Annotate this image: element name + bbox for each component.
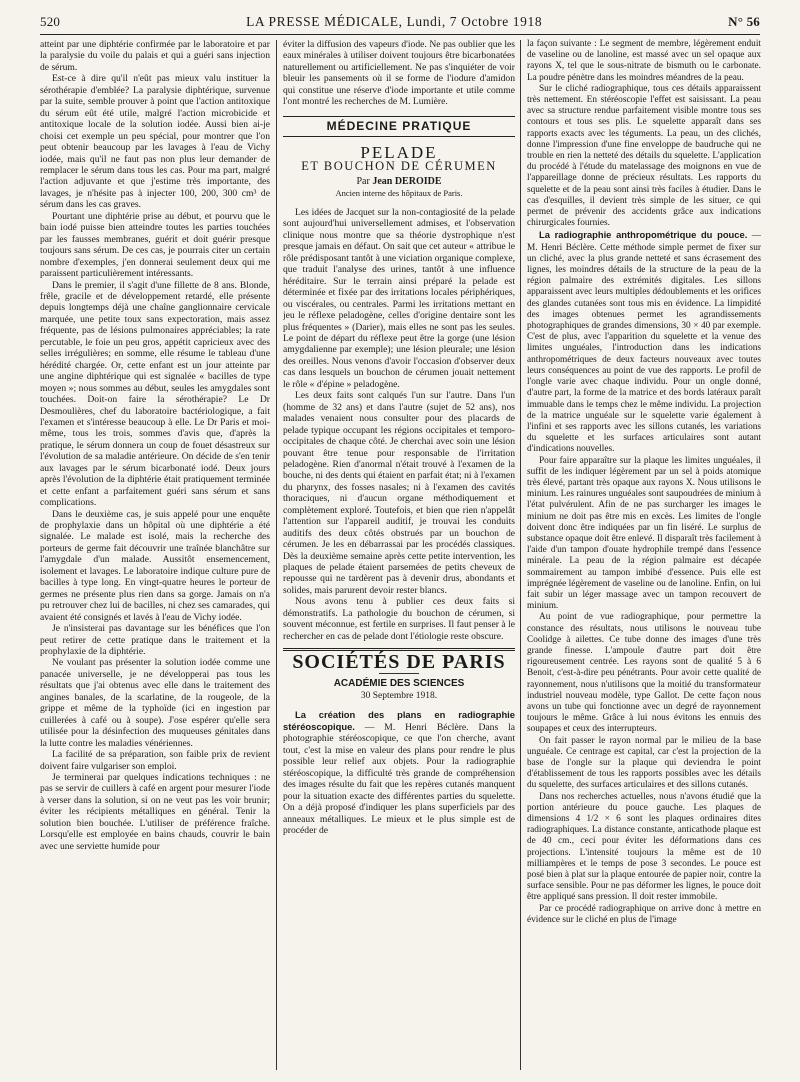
paragraph-lead: La radiographie anthropométrique du pouce. xyxy=(539,229,748,241)
column-divider xyxy=(520,40,521,1070)
article-body xyxy=(283,207,515,642)
paragraph-lead: La création des plans en radiographie stéréoscopique. xyxy=(283,708,515,733)
article-title: PELADE xyxy=(360,143,438,163)
header-rule xyxy=(40,34,760,35)
paragraph-text: Nous avons tenu à publier ces deux faits si démonstratifs. La pathologie du bouchon de cérumen, si souvent méconnue, est fertile en surprises. Il faut penser à le rechercher en cas de pelade dont l'étiologie reste obscure. xyxy=(283,596,515,642)
section-heading-medecine: MÉDECINE PRATIQUE xyxy=(283,116,515,137)
journal-title: LA PRESSE MÉDICALE, Lundi, 7 Octobre 1918 xyxy=(246,14,543,29)
page-number: 520 xyxy=(40,14,61,29)
session-date: 30 Septembre 1918. xyxy=(360,691,438,702)
paragraph xyxy=(40,73,270,210)
column-divider xyxy=(276,40,277,1070)
paragraph xyxy=(527,612,761,735)
paragraph xyxy=(527,736,761,792)
byline-prefix: Par xyxy=(356,176,373,188)
paragraph xyxy=(283,596,515,642)
column-3 xyxy=(527,39,761,1069)
paragraph-text: Je n'insisterai pas davantage sur les bénéfices que l'on peut retirer de cette pratique dans le traitement et la prophylaxie de la diphtérie. xyxy=(40,623,270,658)
paragraph-text: — M. Henri Béclère. Dans la photographie stéréoscopique, ce que l'on cherche, avant tout, c'est la mise en valeur des plans pour rendre le plus possible leur relief aux objets. Pour la radiographie stéréoscopique, la difficulté très grande de compréhension des images résulte du fait que les repères cutanés manquent pour la situation exacte des différentes parties du squelette. On a déjà proposé d'indiquer les plans superficiels par des anneaux métalliques. Le mieux et le plus simple est de procéder de xyxy=(283,722,515,837)
paragraph xyxy=(40,772,270,852)
column-2 xyxy=(283,39,515,1069)
paragraph-text: Est-ce à dire qu'il n'eût pas mieux valu instituer la sérothérapie d'emblée? La paralysie diphtérique, survenue par la suite, semble prouver à point que l'action antitoxique du sérum eût été utile, malgré l'action microbicide et antitoxique locale de la solution iodée. Aussi bien ai-je choisi cet exemple un peu spécial, pour montrer que l'on peut obtenir beaucoup par les lavages à l'eau de Vichy iodée, mais qu'il ne faut pas non plus leur demander de remplacer le sérum dans tous les cas. Pour ma part, malgré l'action adjuvante et que j'estime très importante, des lavages, je n'hésite pas à injecter 100, 200, 300 cm³ de sérum dans les cas graves. xyxy=(40,73,270,211)
paragraph xyxy=(527,904,761,926)
paragraph-text: Pour faire apparaître sur la plaque les limites unguéales, il suffit de les indiquer légèrement par un sel à poids atomique très élevé, partant très opaque aux rayons X. Nous utilisons le minium. Les rainures unguéales sont saupoudrées de minium à l'état pulvérulent. Afin de ne pas surcharger les images le minium ne doit pas être mis en excès. Les limites de l'ongle doivent donc être indiquées par un fin liséré. Le surplus de substance opaque doit être enlevé. Il disparaît très facilement à l'aide d'un tampon d'ouate hydrophile trempé dans l'essence minérale. La peau de la région palmaire est décapée sommairement au tampon imbibé d'essence. Puis elle est imprégnée légèrement de vaseline ou de lanoline. Enfin, on lui fait subir un léger massage avec un tampon recouvert de minium. xyxy=(527,455,761,612)
paragraph-text: Par ce procédé radiographique on arrive donc à mettre en évidence sur le cliché en plus de l'image xyxy=(527,903,761,925)
paragraph xyxy=(527,39,761,84)
article-subtitle: ET BOUCHON DE CÉRUMEN xyxy=(301,158,497,173)
paragraph-text: La facilité de sa préparation, son faible prix de revient doivent faire vulgariser son emploi. xyxy=(40,749,270,772)
paragraph xyxy=(527,456,761,613)
column-1 xyxy=(40,39,270,1069)
paragraph xyxy=(40,280,270,509)
paragraph-text: Dans le premier, il s'agit d'une fillette de 8 ans. Blonde, frêle, gracile et de développement retardé, elle présente depuis longtemps déjà une chaîne ganglionnaire cervicale marquée, une petite toux sans expectoration, mais assez fréquente, pas de lésions pulmonaires appréciables; la rate percutable, le foie un peu gros, appétit capricieux avec des selles irrégulières; en somme, elle résume le tableau d'une hérédité chargée. Or, cette enfant est un jour atteinte par une angine diphtérique qui est signalée « bacilles de type moyen »; nous sommes au début, seules les amygdales sont touchées. Doit-on faire la sérothérapie? Le Dr Desmoulières, chef du laboratoire bactériologique, a fait l'examen et s'intéresse beaucoup à elle. Le Dr Paris et moi-même, tous les trois, sommes d'avis que, d'après la pratique, le sérum donnera un coup de fouet désastreux sur l'évolution de sa maladie antérieure. On décide de s'en tenir aux lavages par le sérum bicarbonaté iodé. Deux jours après l'évolution de la diphtérie était pratiquement terminée et cette enfant a parfaitement guéri sans sérum et sans complications. xyxy=(40,279,270,509)
article-byline xyxy=(283,176,515,187)
paragraph xyxy=(283,709,515,837)
paragraph xyxy=(40,509,270,624)
paragraph xyxy=(40,39,270,73)
paragraph-text: — M. Henri Béclère. Cette méthode simple permet de fixer sur un cliché, avec la plus grande netteté et sans écrasement des lignes, les moindres détails de la structure de la peau de la région palmaire des extrémités digitales. Les sillons apparaissent avec leurs multiples dédoublements et les orifices des glandes cutanées sont tous mis en évidence. La limpidité des images obtenues permet les agrandissements photographiques de grandes dimensions, 30 × 40 par exemple. C'est de plus, avec l'apparition du squelette et la venue des limites unguéales, l'introduction dans les indications anthropométriques de deux facteurs nouveaux avec toutes leurs conséquences au point de vue des rapports. Le profil de l'ongle varie avec chaque individu. Pour un ongle donné, d'autre part, la forme de la matrice et des bords latéraux paraît immuable dans le temps chez le même individu. La projection de la matrice unguéale sur le squelette varie également à l'infini et ses rapports avec les sillons cutanés, les variations du squelette et les surfaces articulaires sont autant d'indications nouvelles. xyxy=(527,231,761,455)
paragraph-text: Au point de vue radiographique, pour permettre la constance des résultats, nous utilisons le nouveau tube Coolidge à ailettes. Ce tube donne des images d'une très grande finesse. L'ampoule d'autre part doit être rigoureusement centrée. Les rayons sont de qualité 5 à 6 Benoit, c'est-à-dire peu pénétrants. Pour avoir cette qualité de rayonnement, nous n'utilisons que la moitié du transformateur industriel nouveau modèle, type Gallot. De cette façon nous avons un tube qui fonctionne avec un degré de rayonnement toujours le même. Grâce à lui nous évitons les ennuis des soupapes et ceux des interrupteurs. xyxy=(527,612,761,735)
issue-number: N° 56 xyxy=(728,14,760,29)
paragraph xyxy=(527,792,761,904)
paragraph-text: Ne voulant pas présenter la solution iodée comme une panacée universelle, je ne développerai pas tous les résultats que j'ai obtenus avec elle dans le traitement des angines banales, de la scarlatine, de la rougeole, de la grippe et même de la typhoïde (ici en ingestion par cuillerées à café ou à soupe). J'ose espérer qu'elle sera utilisée pour la désinfection des muqueuses génitales dans la lutte contre les maladies vénériennes. xyxy=(40,657,270,749)
paragraph xyxy=(283,39,515,108)
academy-heading: ACADÉMIE DES SCIENCES xyxy=(333,677,465,689)
column-2-continuation xyxy=(283,39,515,108)
paragraph-text: Les deux faits sont calqués l'un sur l'autre. Dans l'un (homme de 32 ans) et dans l'autre (sujet de 52 ans), nos malades venaient nous consulter pour des placards de pelade typique occupant les régions occipitales et temporo-occipitales de chaque côté. Je cherchai avec soin une lésion pouvant être tenue pour responsable de l'irritation peladogène. Rien d'anormal n'était trouvé à l'examen de la bouche, ni des dents qui étaient en parfait état; ni à l'examen du pharynx, des fosses nasales; ni à l'examen des cavités thoraciques, ni d'aucun organe méthodiquement et complètement exploré. Toutefois, et bien que rien n'appelât l'attention sur l'appareil auditif, je trouvai les conduits auditifs des deux côtés obstrués par un bouchon de cérumen. Je les en débarrassai par les procédés classiques. Dès la deuxième semaine après cette petite intervention, les plaques de pelade étaient parsemées de petits cheveux de repousse qui ne tardèrent pas à devenir drus, abondants et solides, mais parurent devoir rester blancs. xyxy=(283,390,515,596)
paragraph-text: Les idées de Jacquet sur la non-contagiosité de la pelade sont aujourd'hui universellement admises, et l'observation clinique nous montre que sa théorie dystrophique n'est presque jamais en défaut. On sait que cet auteur « attribue le rôle prédisposant tantôt à une viciation organique complexe, que traduit l'analyse des urines, tantôt à une influence héréditaire. Sur le terrain ainsi préparé la pelade est déterminée et fixée par des irritations locales périphériques, ou viscérales, ou centrales. Parmi les irritations mettant en jeu le réflexe peladogène, celles d'origine dentaire sont les plus fréquentes » (Darier), mais elles ne sont pas les seules. Le point de départ du réflexe peut être la gorge (une lésion amygdalienne par exemple); une lésion pleurale; une lésion des oreilles. Nous venons d'avoir l'occasion d'observer deux cas dans lesquels un bouchon de cérumen jouait nettement le rôle « d'épine » peladogène. xyxy=(283,206,515,390)
paragraph xyxy=(527,84,761,230)
author-affiliation: Ancien interne des hôpitaux de Paris. xyxy=(335,187,463,198)
section-heading-societes: SOCIÉTÉS DE PARIS xyxy=(292,651,506,674)
paragraph-text: On fait passer le rayon normal par le milieu de la base unguéale. Ce centrage est capital, car c'est la projection de la base de l'ongle sur la plaque qui deviendra le point d'établissement de tous les rapports possibles avec les détails du squelette, des surfaces articulaires et des sillons cutanés. xyxy=(527,735,761,791)
paragraph xyxy=(40,657,270,749)
paragraph-text: Dans nos recherches actuelles, nous n'avons étudié que la portion antérieure du pouce gauche. Les plaques de dimensions 4 1/2 × 6 sont les plaques ordinaires dites radiographiques. La distance constante, anticathode plaque est de 40 cm., ceci pour éviter les déformations dans ces projections. L'intensité toujours la même est de 10 milliampères et le temps de pose 3 secondes. Le pouce est posé bien à plat sur la plaque entourée de papier noir, contre la surface sensible. Pour ne pas déformer les lignes, le pouce doit être appliqué sans pression. Il doit rester immobile. xyxy=(527,791,761,903)
paragraph-text: Sur le cliché radiographique, tous ces détails apparaissent très nettement. En stéréoscopie l'effet est saisissant. La peau avec sa structure rendue parfaitement visible montre tous ses contours et tous ses plis. Le squelette apparaît dans ses rapports exacts avec les téguments. La peau, un des clichés, donne l'impression d'une fine enveloppe de baudruche qui ne trouble en rien la netteté des détails du squelette. L'application du procédé à l'étude du matelassage des moignons en vue de l'appareillage donne de précieux résultats. Les rapports du squelette et de la peau sont ainsi très faciles à étudier. Dans le cas d'esquilles, il devient très simple de les situer, ce qui permet de prévenir des accidents grâce aux indications chirurgicales fournies. xyxy=(527,83,761,229)
page-header xyxy=(40,14,760,36)
paragraph xyxy=(40,749,270,772)
paragraph xyxy=(40,623,270,657)
paragraph xyxy=(527,229,761,455)
paragraph-text: éviter la diffusion des vapeurs d'iode. Ne pas oublier que les eaux minérales à utiliser doivent toujours être bicarbonatées naturellement ou artificiellement. Ne pas s'inquiéter de voir bleuir les pansements où il se forme de l'iodure d'amidon qui constitue une réserve d'iode importante et utile comme l'ont montré les recherches de M. Lumière. xyxy=(283,39,515,108)
paragraph-text: Pourtant une diphtérie prise au début, et pourvu que le bain iodé puisse bien atteindre toutes les parties touchées par les fausses membranes, guérit et doit guérir presque toujours sans sérum. De ces cas, je pourrais citer un certain nombre d'exemples, j'en donnerai seulement deux qui me paraissent particulièrement intéressants. xyxy=(40,210,270,280)
paragraph-text: la façon suivante : Le segment de membre, légèrement enduit de vaseline ou de lanoline, est massé avec un sel opaque aux rayons X, tel que le sous-nitrate de bismuth ou le carbonate. La poudre pénètre dans les moindres méandres de la peau. xyxy=(527,39,761,83)
paragraph xyxy=(283,390,515,596)
article-author: Jean DEROIDE xyxy=(372,176,442,188)
paragraph-text: atteint par une diphtérie confirmée par le laboratoire et par la paralysie du voile du palais et qui a guéri sans injection de sérum. xyxy=(40,39,270,73)
paragraph-text: Je terminerai par quelques indications techniques : ne pas se servir de cuillers à café en argent pour mesurer l'iode à verser dans la solution, si on ne veut pas les voir brunir; éviter les récipients métalliques en général. Tenir la solution bien bouchée. L'utiliser de préférence fraîche. Lorsqu'elle est employée en bains chauds, couvrir le bain avec une serviette humide pour xyxy=(40,772,270,852)
paragraph xyxy=(40,211,270,280)
paragraph-text: Dans le deuxième cas, je suis appelé pour une enquête de prophylaxie dans un hôpital où une diphtérie a été signalée. Le malade est isolé, mais la recherche des porteurs de germe fait découvrir une traînée blanchâtre sur l'amygdale d'un malade. Aussitôt ensemencement, isolement et lavages. Le laboratoire indique culture pure de bacilles à type long. En vingt-quatre heures le porteur de germes ne présente plus rien dans sa gorge. Jamais on n'a pu retrouver chez lui de bacilles, ni chez ses camarades, qui avaient été consignés et lavés à l'eau de Vichy iodée. xyxy=(40,508,270,623)
paragraph xyxy=(283,207,515,390)
societes-body xyxy=(283,709,515,837)
